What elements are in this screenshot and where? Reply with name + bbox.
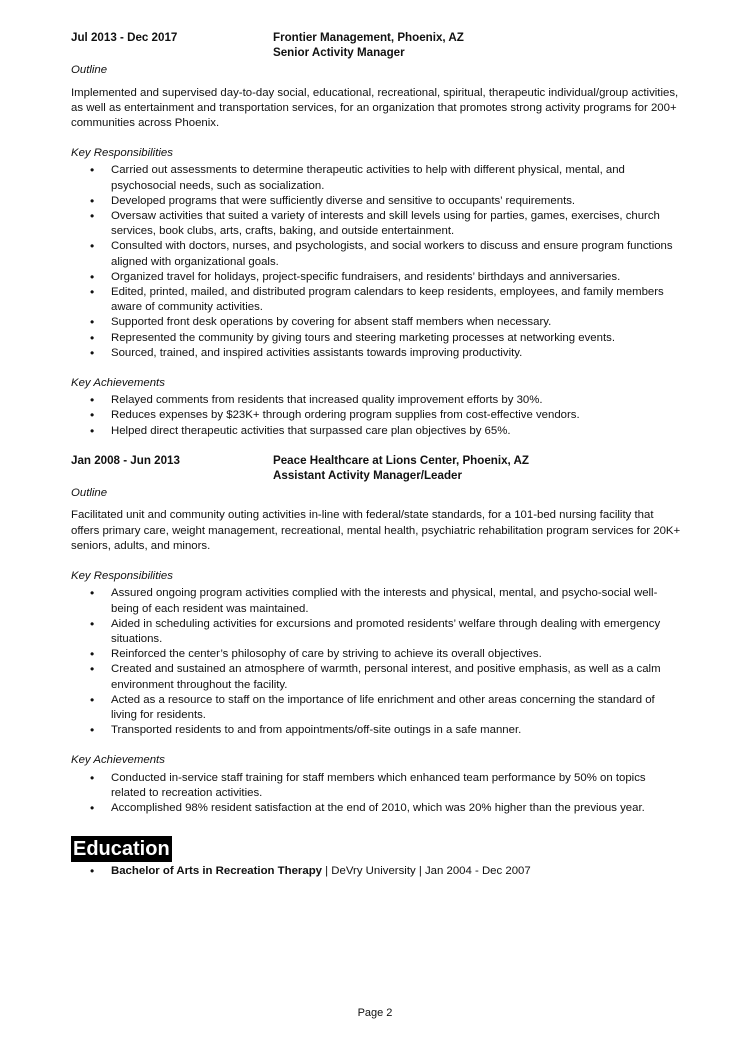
job-company: Frontier Management, Phoenix, AZ: [273, 31, 464, 44]
list-item: • Consulted with doctors, nurses, and psychologists, and social workers to discuss and ensure program functions aligned with organizational goals.: [111, 239, 683, 269]
job-title: Assistant Activity Manager/Leader: [273, 469, 462, 483]
resume-page: [71, 30, 683, 879]
section-spacer: [71, 439, 683, 453]
degree-name: Bachelor of Arts in Recreation Therapy: [111, 865, 322, 878]
job-title: Senior Activity Manager: [273, 46, 405, 60]
job-info: [273, 30, 683, 60]
responsibilities-label: Key Responsibilities: [71, 147, 173, 160]
list-item: • Sourced, trained, and inspired activities assistants towards improving productivity.: [111, 346, 683, 361]
list-item: • Developed programs that were sufficiently diverse and sensitive to occupants’ requirements.: [111, 194, 683, 209]
list-item: • Assured ongoing program activities complied with the interests and physical, mental, and psycho-social well-being of each resident was maintained.: [111, 586, 683, 616]
list-item: • Aided in scheduling activities for excursions and promoted residents’ welfare through dealing with emergency situations.: [111, 617, 683, 647]
job-entry-peace-healthcare: [71, 453, 683, 816]
list-item: • Conducted in-service staff training for staff members which enhanced team performance by 50% on topics related to recreation activities.: [111, 771, 683, 801]
list-item: • Relayed comments from residents that increased quality improvement efforts by 30%.: [111, 393, 683, 408]
job-header: [71, 453, 683, 483]
education-item: [111, 864, 683, 879]
job-entry-frontier: [71, 30, 683, 439]
education-list: [71, 864, 683, 879]
list-item: • Organized travel for holidays, project-specific fundraisers, and residents’ birthdays and anniversaries.: [111, 270, 683, 285]
list-item: • Accomplished 98% resident satisfaction at the end of 2010, which was 20% higher than the previous year.: [111, 801, 683, 816]
achievements-list: [71, 771, 683, 817]
job-info: [273, 453, 683, 483]
job-dates: Jan 2008 - Jun 2013: [71, 453, 180, 467]
list-item: • Carried out assessments to determine therapeutic activities to help with different physical, mental, and psychosocial needs, such as socialization.: [111, 163, 683, 193]
degree-details: | DeVry University | Jan 2004 - Dec 2007: [322, 865, 531, 878]
outline-label: Outline: [71, 487, 108, 500]
list-item: • Supported front desk operations by covering for absent staff members when necessary.: [111, 315, 683, 330]
job-header: [71, 30, 683, 60]
list-item: • Represented the community by giving tours and steering marketing processes at networking events.: [111, 331, 683, 346]
education-heading: Education: [73, 838, 170, 861]
list-item: • Reinforced the center’s philosophy of care by striving to achieve its overall objectives.: [111, 647, 683, 662]
responsibilities-list: [71, 163, 683, 361]
list-item: • Reduces expenses by $23K+ through ordering program supplies from cost-effective vendors.: [111, 408, 683, 423]
education-heading-wrap: [71, 836, 683, 862]
list-item: • Oversaw activities that suited a variety of interests and skill levels using for parties, games, exercises, church services, book clubs, arts, crafts, baking, and outside entertainment.: [111, 209, 683, 239]
achievements-label: Key Achievements: [71, 754, 165, 767]
list-item: • Created and sustained an atmosphere of warmth, personal interest, and positive emphasis, as well as a calm environment throughout the facility.: [111, 662, 683, 692]
page-number: Page 2: [357, 1007, 393, 1019]
list-item: • Helped direct therapeutic activities that surpassed care plan objectives by 65%.: [111, 424, 683, 439]
achievements-list: [71, 393, 683, 439]
list-item: • Acted as a resource to staff on the importance of life enrichment and other areas concerning the standard of living for residents.: [111, 693, 683, 723]
outline-text: Facilitated unit and community outing activities in-line with federal/state standards, for a 101-bed nursing facility that offers primary care, weight management, recreational, mental health, psychiatric rehabilitation program services for 20K+ seniors, adults, and minors.: [71, 509, 681, 552]
job-company: Peace Healthcare at Lions Center, Phoenix, AZ: [273, 453, 530, 467]
responsibilities-list: [71, 586, 683, 738]
education-section: [71, 836, 683, 879]
job-dates: Jul 2013 - Dec 2017: [71, 31, 178, 44]
list-item: • Edited, printed, mailed, and distributed program calendars to keep residents, employees, and family members aware of community activities.: [111, 285, 683, 315]
list-item: • Transported residents to and from appointments/off-site outings in a safe manner.: [111, 723, 683, 738]
outline-label: Outline: [71, 64, 108, 77]
responsibilities-label: Key Responsibilities: [71, 570, 173, 583]
outline-text: Implemented and supervised day-to-day social, educational, recreational, spiritual, therapeutic individual/group activities, as well as entertainment and transportation services, for an organization that promotes strong activity programs for 200+ communities across Phoenix.: [71, 86, 679, 130]
achievements-label: Key Achievements: [71, 377, 165, 390]
